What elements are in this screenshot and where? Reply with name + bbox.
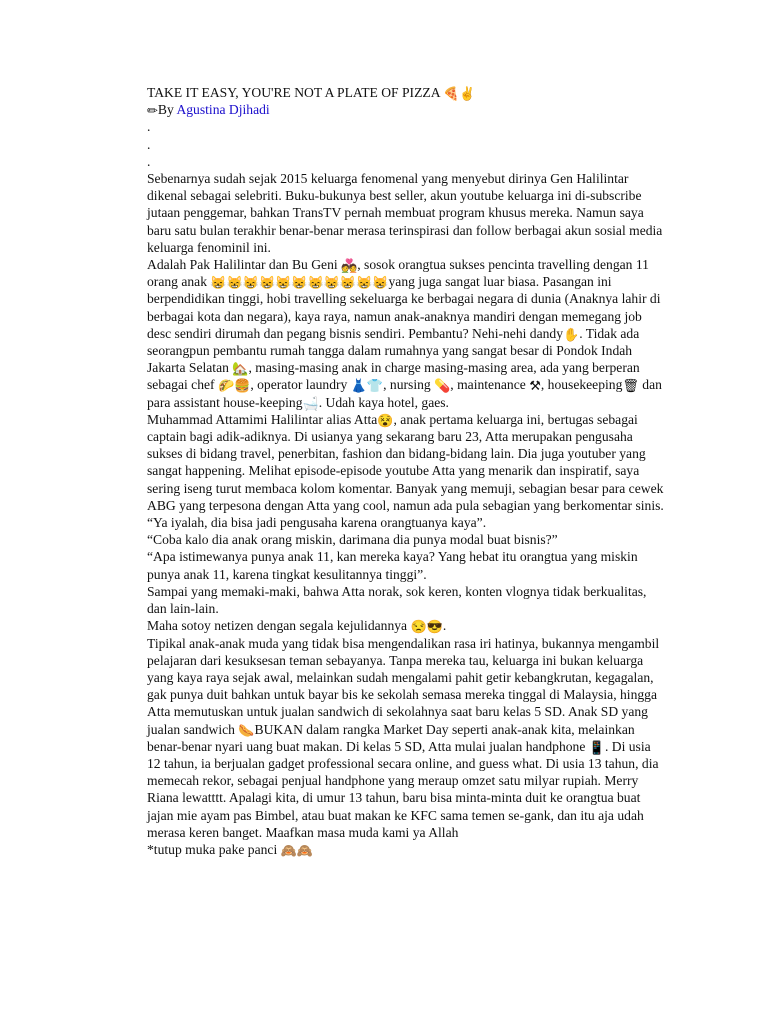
paragraph-text: . (442, 618, 447, 634)
paragraph: “Apa istimewanya punya anak 11, kan mereka kaya? Yang hebat itu orangtua yang miskin punya anak 11, karena tingkat kesulitannya tinggi”. (147, 549, 638, 582)
paragraph-text: Muhammad Attamimi Halilintar alias Atta (147, 411, 378, 427)
emoji-icon: 💑 (341, 258, 358, 274)
paragraph-text: Adalah Pak Halilintar dan Bu Geni (147, 257, 342, 273)
paragraph (147, 635, 667, 841)
emoji-icon: 🙈🙈 (280, 842, 314, 858)
paragraph-text: , masing-masing anak in charge masing-masing area, ada yang berperan sebagai chef (147, 360, 640, 393)
paragraph (147, 841, 667, 858)
paragraph-text: . Udah kaya hotel, gaes. (318, 394, 449, 410)
paragraph-text: , anak pertama keluarga ini, bertugas sebagai captain bagi adik-adiknya. Di usianya yang sekarang baru 23, Atta merupakan pengusaha sukses di bidang travel, penerbitan, fashion dan bidang-bidang lain. Dia juga youtuber yang sangat happening. Melihat episode-episode youtube Atta yang menarik dan inspiratif, saya sering iseng turut membaca kolom komentar. Banyak yang memuji, sebagian besar para cewek ABG yang terpesona dengan Atta yang cool, namun ada pula sebagian yang berkomentar sinis. (147, 411, 664, 513)
article-paragraphs (147, 170, 667, 858)
paragraph (147, 617, 667, 634)
emoji-icon: 🗑 (622, 378, 639, 394)
paragraph: Sebenarnya sudah sejak 2015 keluarga fenomenal yang menyebut dirinya Gen Halilintar dikenal sebagai selebriti. Buku-bukunya best seller, akun youtube keluarga ini di-subscribe jutaan penggemar, bahkan TransTV pernah membuat program khusus mereka. Namun saya baru satu bulan terakhir benar-benar merasa terinspirasi dan follow berbagai akun sosial media keluarga fenominil ini. (147, 171, 663, 255)
paragraph-text: BUKAN dalam rangka Market Day seperti anak-anak kita, melainkan benar-benar nyari uang buat makan. Di kelas 5 SD, Atta mulai jualan handphone (147, 721, 635, 754)
paragraph-text: *tutup muka pake panci (147, 841, 281, 857)
paragraph: “Ya iyalah, dia bisa jadi pengusaha karena orangtuanya kaya”. (147, 515, 487, 531)
emoji-icon: ✋ (563, 326, 580, 342)
separator-dot: . (147, 153, 151, 169)
emoji-icon: 💊 (434, 378, 451, 394)
emoji-icon: 🌭 (238, 722, 255, 738)
emoji-icon: 👗👕 (350, 378, 384, 394)
paragraph-text: , operator laundry (250, 377, 351, 393)
emoji-icon: 😵 (377, 412, 394, 428)
paragraph-text: . Di usia 12 tahun, ia berjualan gadget professional secara online, and guess what. Di usia 13 tahun, dia memecah rekor, sebagai penjual handphone yang meraup omzet satu milyar rupiah. Merry Riana lewatttt. Apalagi kita, di umur 13 tahun, baru bisa minta-minta duit ke orangtua buat jajan mie ayam pas Bimbel, atau buat makan ke KFC sama temen se-gank, dan itu aja udah merasa keren banget. Maafkan masa muda kami ya Allah (147, 738, 659, 840)
paragraph: “Coba kalo dia anak orang miskin, darimana dia punya modal buat bisnis?” (147, 532, 558, 548)
article-title (147, 84, 667, 101)
paragraph-text: . Tidak ada seorangpun pembantu rumah tangga dalam rumahnya yang sangat besar di Pondok Indah Jakarta Selatan (147, 325, 640, 376)
paragraph (147, 256, 667, 411)
pencil-emoji-icon: ✏ (147, 103, 158, 119)
byline (147, 101, 667, 118)
title-text: TAKE IT EASY, YOU'RE NOT A PLATE OF PIZZA (147, 85, 440, 100)
document-body (147, 84, 667, 858)
emoji-icon: 😒😎 (410, 619, 443, 635)
paragraph-text: yang juga sangat luar biasa. Pasangan ini berpendidikan tinggi, hobi travelling sekeluarga ke berbagai negara di dunia (Anaknya lahir di berbagai kota dan negara), kaya raya, namun anak-anaknya mandiri dengan memegang job desc sendiri dirumah dan pegang bisnis sendiri. Pembantu? Nehi-nehi dandy (147, 274, 661, 341)
paragraph-text: Tipikal anak-anak muda yang tidak bisa mengendalikan rasa iri hatinya, bukannya mengambil pelajaran dari kesuksesan teman sebayanya. Tanpa mereka tau, keluarga ini bukan keluarga yang kaya raya sejak awal, melainkan sudah mengalami pahit getir kebangkrutan, kegagalan, gak punya duit bahkan untuk bayar bis ke sekolah semasa mereka tinggal di Malaysia, hingga Atta memutuskan untuk jualan sandwich di sekolahnya saat baru kelas 5 SD. Anak SD yang jualan sandwich (147, 635, 660, 737)
emoji-icon: 🏡 (232, 361, 249, 377)
separator-dot: . (147, 119, 151, 135)
emoji-icon: 😸😸😸😸😸😸😸😸😸😸😸 (210, 275, 389, 291)
emoji-icon: 🛁 (302, 395, 319, 411)
emoji-icon: 📱 (588, 739, 605, 755)
separator-dot: . (147, 136, 151, 152)
byline-prefix: By (157, 102, 174, 118)
paragraph-text: dan para assistant house-keeping (147, 377, 662, 410)
paragraph-text: , housekeeping (540, 377, 623, 393)
emoji-icon: 🌮🍔 (217, 378, 251, 394)
author-link[interactable]: Agustina Djihadi (176, 102, 270, 118)
paragraph (147, 411, 667, 514)
paragraph-text: , sosok orangtua sukses pencinta travelling dengan 11 orang anak (147, 257, 649, 290)
pizza-victory-emoji-icon: 🍕✌ (443, 86, 476, 101)
emoji-icon: ⚒ (529, 378, 541, 394)
paragraph-text: , nursing (383, 377, 435, 393)
paragraph-text: , maintenance (450, 377, 530, 393)
paragraph: Sampai yang memaki-maki, bahwa Atta norak, sok keren, konten vlognya tidak berkualitas, dan lain-lain. (147, 583, 647, 617)
paragraph-text: Maha sotoy netizen dengan segala kejulidannya (147, 618, 411, 634)
